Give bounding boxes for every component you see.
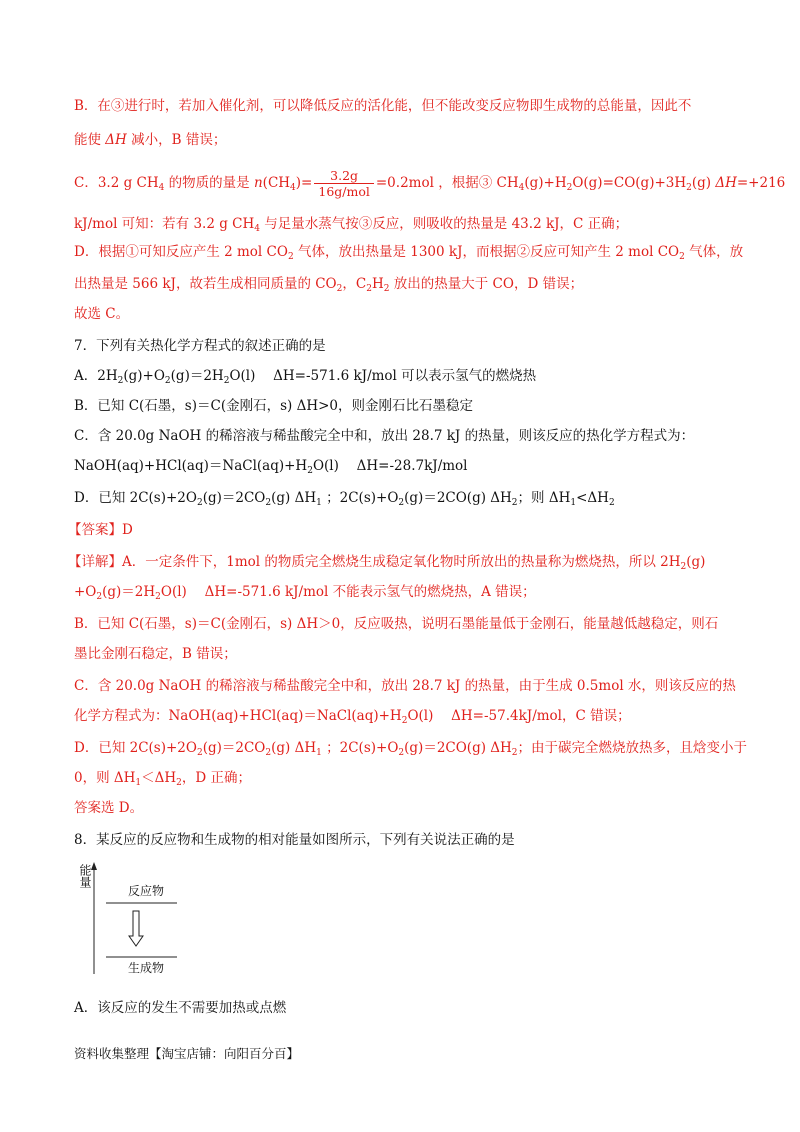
question-7-option-b: B．已知 C(石墨，s)＝C(金刚石，s) ΔH>0，则金刚石比石墨稳定: [74, 398, 474, 414]
question-7-detail-b-line1: B．已知 C(石墨，s)＝C(金刚石，s) ΔH＞0，反应吸热，说明石墨能量低于金刚石，能量越低越稳定，则石: [74, 616, 719, 632]
question-7-answer: 【答案】D: [68, 522, 133, 538]
question-7-detail-a-line1: 【详解】A．一定条件下，1mol 的物质完全燃烧生成稳定氧化物时所放出的热量称为燃烧热，所以 $2H_2(g)$: [68, 554, 706, 572]
fraction: $\frac{3.2g}{\text{16g/mol}}$: [314, 168, 374, 199]
energy-diagram: [72, 858, 232, 980]
question-7-detail-d-line1: D．已知 $2C(s)+2O_2(g)=2CO_2(g)$ $\Delta H_1$ ；$2C(s)+O_2(g)=2CO(g)$ $\Delta H_2$；由于碳完全燃烧放热多，且焓变小于: [74, 740, 748, 758]
question-7-detail-a-line2: $+O_2(g)=2H_2O(l)$ ΔH=-571.6 kJ/mol 不能表示氢气的燃烧热，A 错误；: [74, 584, 536, 602]
question-7-option-a: A．$2H_2(g)+O_2(g)=2H_2O(l)$ ΔH=-571.6 kJ/mol 可以表示氢气的燃烧热: [74, 368, 537, 386]
question-7-detail-c-line1: C．含 20.0g NaOH 的稀溶液与稀盐酸完全中和，放出 28.7 kJ 的热量，由于生成 0.5mol 水，则该反应的热: [74, 678, 736, 694]
question-7-conclusion: 答案选 D。: [74, 800, 144, 816]
question-7-option-c-line2: $NaOH(aq)+HCl(aq)=NaCl(aq)+H_2O(l)$ ΔH=-28.7kJ/mol: [74, 458, 468, 476]
question-8-option-a: A．该反应的发生不需要加热或点燃: [74, 1000, 287, 1016]
explanation-d-line2: 出热量是 566 kJ，故若生成相同质量的 $CO_2$，$C_2H_2$ 放出的热量大于 CO，D 错误；: [74, 276, 584, 294]
question-7-option-d: D．已知 $2C(s)+2O_2(g)=2CO_2(g)$ $\Delta H_1$ ；$2C(s)+O_2(g)=2CO(g)$ $\Delta H_2$；则 $\Delta H_1<\Delta H_2$: [74, 490, 615, 508]
explanation-c-line2: kJ/mol 可知：若有 3.2 g $CH_4$ 与足量水蒸气按③反应，则吸收的热量是 43.2 kJ，C 正确；: [74, 216, 629, 234]
explanation-b-line2: 能使 ΔH 减小，B 错误；: [74, 132, 227, 148]
footer-text: 资料收集整理【淘宝店铺：向阳百分百】: [74, 1046, 300, 1061]
question-7-detail-c-line2: 化学方程式为：$NaOH(aq)+HCl(aq)=NaCl(aq)+H_2O(l)$ ΔH=-57.4kJ/mol，C 错误；: [74, 708, 631, 726]
question-7-option-c-line1: C．含 20.0g NaOH 的稀溶液与稀盐酸完全中和，放出 28.7 kJ 的热量，则该反应的热化学方程式为：: [74, 428, 695, 444]
question-7-detail-d-line2: 0，则 $\Delta H_1<\Delta H_2$，D 正确；: [74, 770, 252, 788]
question-8-stem: 8．某反应的反应物和生成物的相对能量如图所示，下列有关说法正确的是: [74, 832, 515, 848]
reactant-label: 反应物: [128, 884, 165, 898]
energy-axis-label: 能量: [78, 864, 92, 888]
product-label: 生成物: [128, 961, 165, 975]
explanation-d-line1: D．根据①可知反应产生 2 mol $CO_2$ 气体，放出热量是 1300 kJ，而根据②反应可知产生 2 mol $CO_2$ 气体，放: [74, 244, 744, 262]
question-7-detail-b-line2: 墨比金刚石稳定，B 错误；: [74, 646, 237, 662]
explanation-b-line1: B．在③进行时，若加入催化剂，可以降低反应的活化能，但不能改变反应物即生成物的总能量，因此不: [74, 98, 692, 114]
down-arrow-icon: [129, 911, 143, 946]
explanation-c-line1: C．3.2 g $CH_4$ 的物质的量是 $n(CH_4)=$ $\frac{3.2g}{\text{16g/mol}}$ =0.2mol ，根据③ $CH_4(g)+H_2O(g)=CO(g)+3H_2(g)$ ΔH=+216: [74, 168, 786, 199]
explanation-conclusion: 故选 C。: [74, 306, 130, 322]
question-7-stem: 7．下列有关热化学方程式的叙述正确的是: [74, 338, 326, 354]
